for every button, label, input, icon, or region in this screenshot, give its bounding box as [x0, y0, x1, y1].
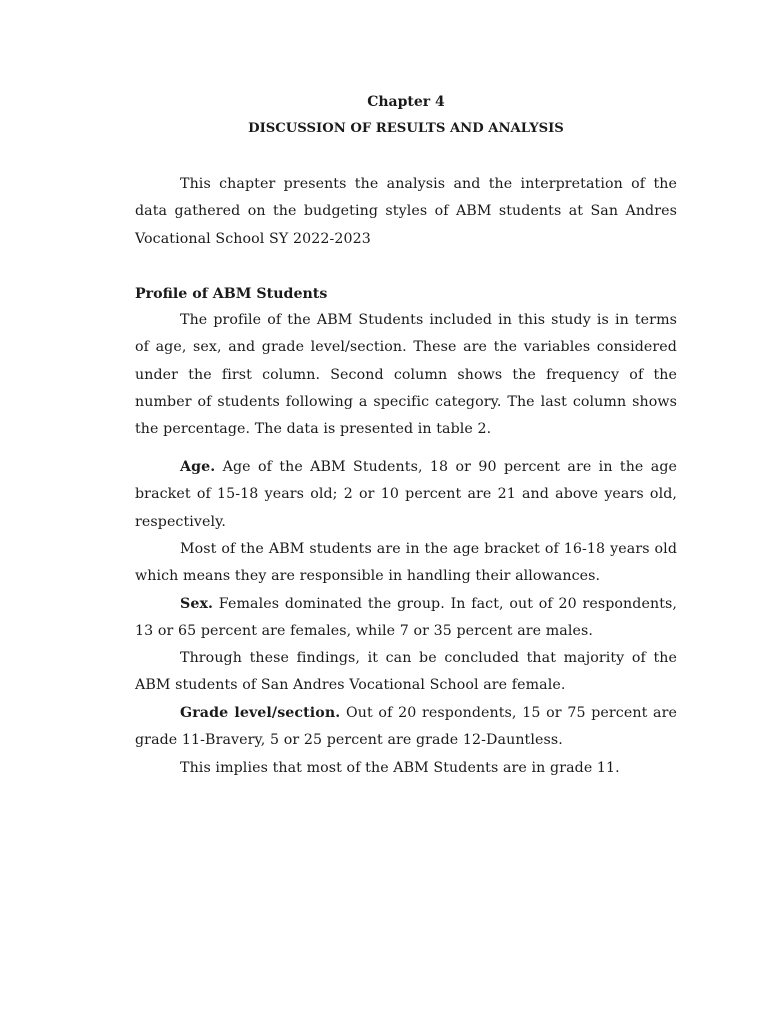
age-body: Age of the ABM Students, 18 or 90 percent are in the age bracket of 15-18 years old; 2 or 10 percent are 21 and above years old, respectively.: [135, 459, 677, 530]
sex-paragraph: [135, 591, 677, 646]
chapter-label: Chapter 4: [367, 94, 445, 110]
age-lead: Age.: [180, 459, 216, 475]
grade-lead: Grade level/section.: [180, 705, 341, 721]
profile-paragraph: The profile of the ABM Students included in this study is in terms of age, sex, and grade level/section. These are the variables considered under the first column. Second column shows the frequency of the number of students following a specific category. The last column shows the percentage. The data is presented in table 2.: [135, 312, 677, 438]
sex-body: Females dominated the group. In fact, out of 20 respondents, 13 or 65 percent are females, while 7 or 35 percent are males.: [135, 596, 677, 640]
chapter-title: DISCUSSION OF RESULTS AND ANALYSIS: [248, 121, 564, 136]
sex-lead: Sex.: [180, 596, 214, 612]
grade-paragraph: [135, 700, 677, 755]
grade-body: Out of 20 respondents, 15 or 75 percent are grade 11-Bravery, 5 or 25 percent are grade 12-Dauntless.: [135, 705, 677, 749]
age-paragraph: [135, 454, 677, 536]
intro-paragraph: This chapter presents the analysis and the interpretation of the data gathered on the budgeting styles of ABM students at San Andres Vocational School SY 2022-2023: [135, 176, 677, 247]
grade-followup-paragraph: This implies that most of the ABM Students are in grade 11.: [180, 760, 620, 776]
sex-followup-paragraph: Through these findings, it can be concluded that majority of the ABM students of San Andres Vocational School are female.: [135, 650, 677, 694]
age-followup-paragraph: Most of the ABM students are in the age bracket of 16-18 years old which means they are responsible in handling their allowances.: [135, 541, 677, 585]
section-heading-profile: Profile of ABM Students: [135, 286, 328, 302]
